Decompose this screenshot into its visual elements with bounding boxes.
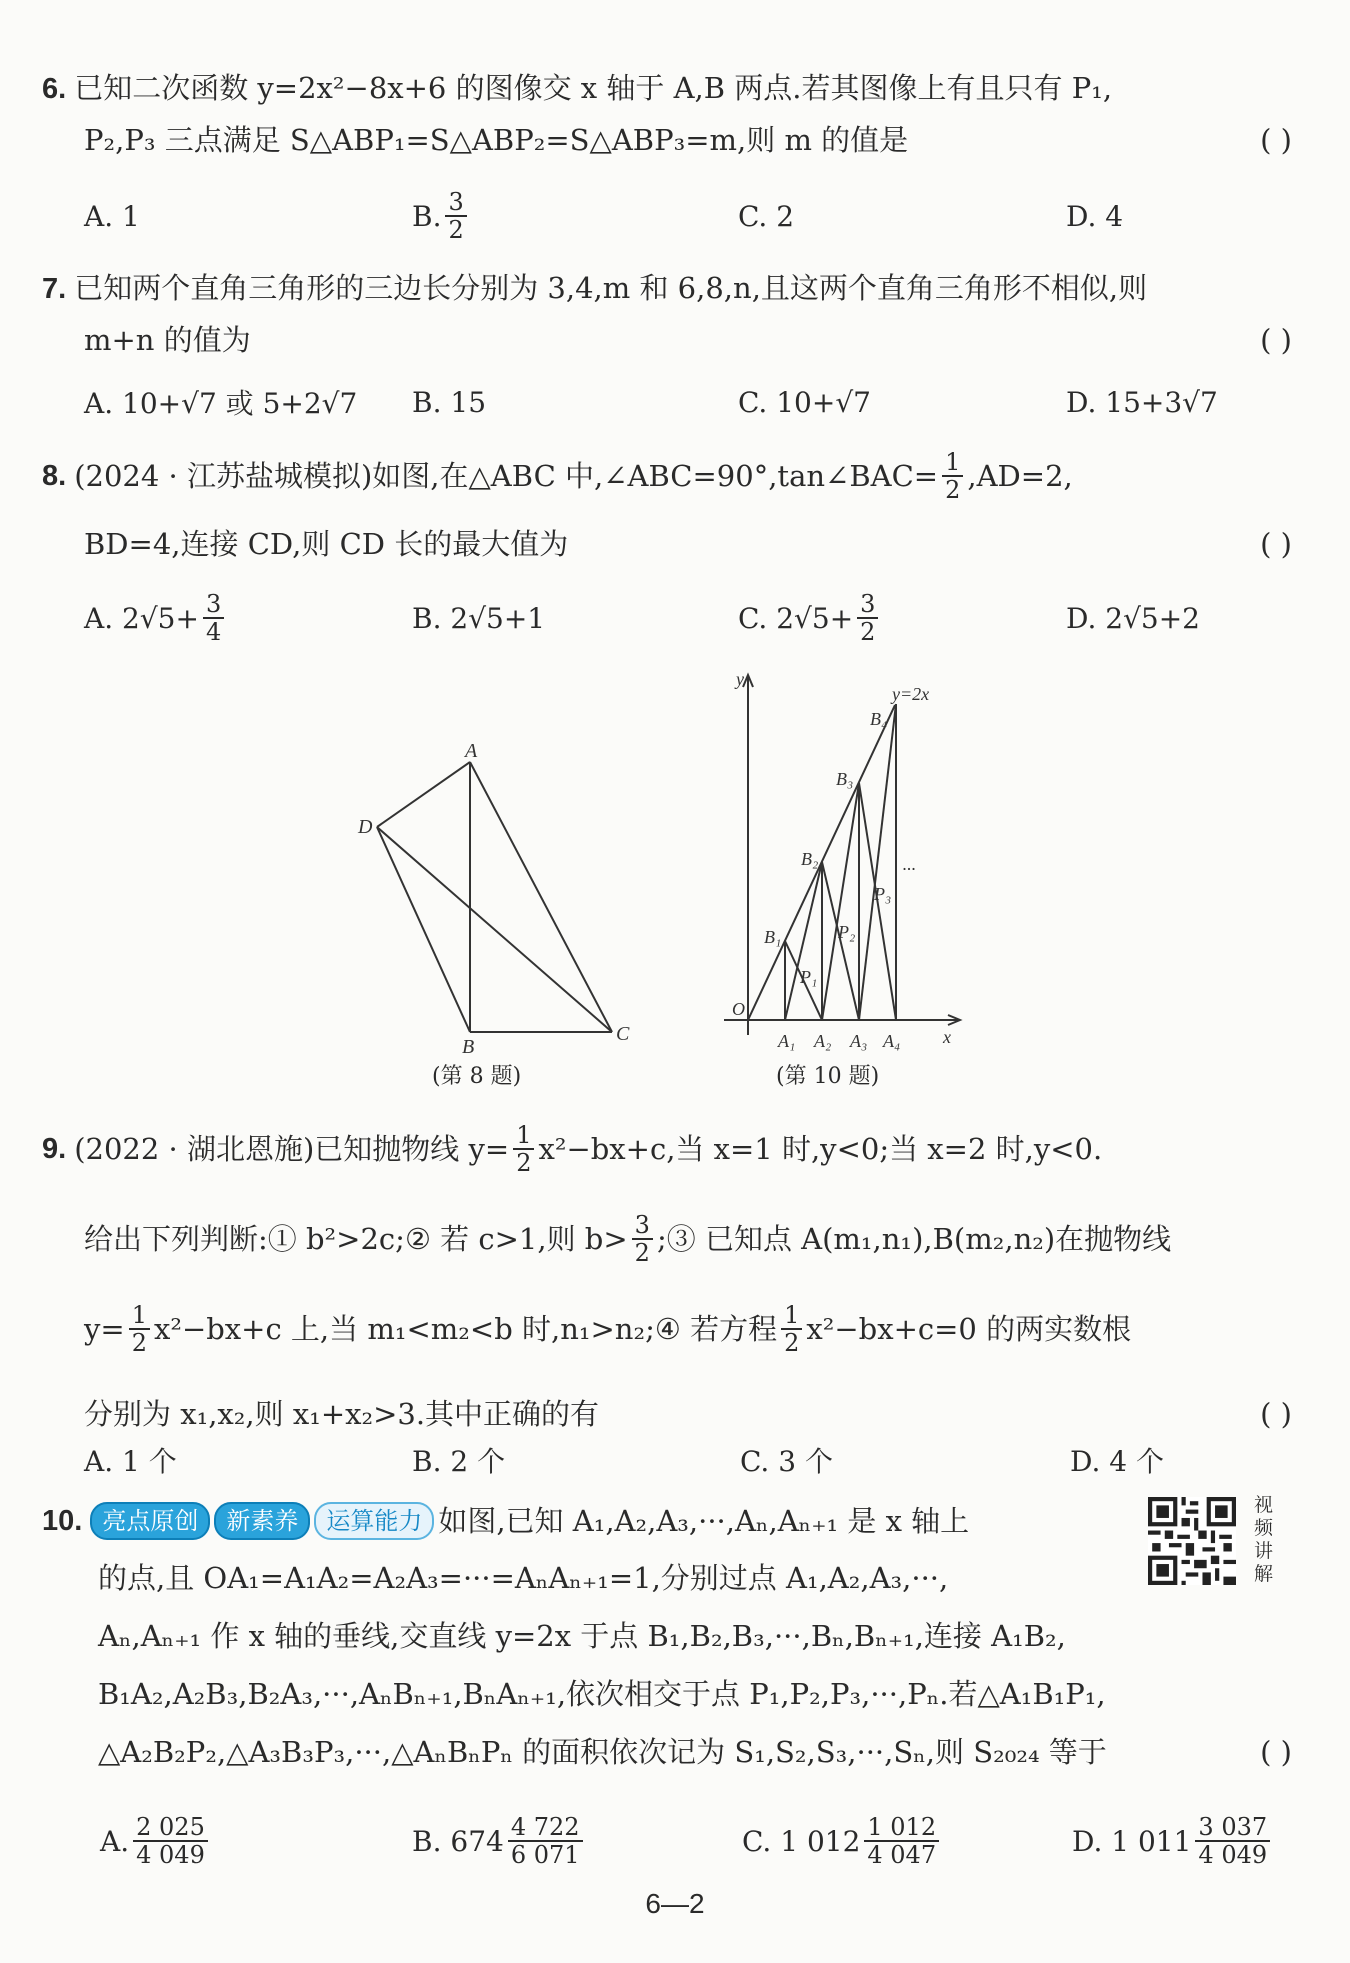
question-number: 8. [42, 460, 67, 492]
question-text: x²−bx+c,当 x=1 时,y<0;当 x=2 时,y<0. [538, 1132, 1103, 1166]
question-text: B₁A₂,A₂B₃,B₂A₃,···,AₙBₙ₊₁,BₙAₙ₊₁,依次相交于点 P₁,P₂,P₃,···,Pₙ.若△A₁B₁P₁, [98, 1677, 1106, 1711]
point-label-b4: B₄ [870, 709, 888, 729]
question-number: 10. [42, 1505, 83, 1537]
fraction: $\frac{3}{2}$ [445, 189, 466, 243]
question-9 [42, 1118, 1292, 1448]
fraction: $\frac{4 722}{6 071}$ [508, 1814, 583, 1868]
question-text: 如图,已知 A₁,A₂,A₃,···,Aₙ,Aₙ₊₁ 是 x 轴上 [438, 1504, 970, 1538]
option-b[interactable]: B. 15 [412, 385, 487, 419]
question-text: P₂,P₃ 三点满足 S△ABP₁=S△ABP₂=S△ABP₃=m,则 m 的值是 [84, 123, 909, 157]
option-d[interactable]: D. 2√5+2 [1066, 601, 1200, 635]
question-text: △A₂B₂P₂,△A₃B₃P₃,···,△AₙBₙPₙ 的面积依次记为 S₁,S₂,S₃,···,Sₙ,则 S₂₀₂₄ 等于 [98, 1735, 1107, 1769]
option-d[interactable]: D. 4 [1066, 199, 1124, 233]
qr-code-icon[interactable] [1148, 1497, 1236, 1585]
badge-literacy: 新素养 [214, 1502, 310, 1540]
answer-blank: ( ) [1260, 123, 1292, 157]
option-a[interactable]: A. 1 个 [84, 1445, 177, 1478]
vertex-label-a: A [465, 740, 478, 762]
point-label-p1: P₁ [800, 967, 818, 987]
option-d[interactable]: D. 4 个 [1070, 1445, 1164, 1478]
question-number: 7. [42, 273, 67, 305]
option-d[interactable]: D. 1 011 $\frac{3 037}{4 049}$ [1072, 1804, 1274, 1878]
y-axis-label: y [736, 669, 744, 689]
question-text: x²−bx+c 上,当 m₁<m₂<b 时,n₁>n₂;④ 若方程 [153, 1312, 778, 1346]
option-b[interactable]: B. 2 个 [412, 1445, 506, 1478]
question-text: (2024 · 江苏盐城模拟)如图,在△ABC 中,∠ABC=90°,tan∠BAC= [74, 459, 939, 493]
badge-original: 亮点原创 [90, 1502, 210, 1540]
figure-8-caption: (第 8 题) [432, 1064, 522, 1089]
question-10 [42, 1496, 1292, 1786]
qr-code-label: 视频讲解 [1254, 1494, 1274, 1585]
option-b[interactable] [412, 186, 471, 246]
vertex-label-c: C [616, 1023, 630, 1045]
options-7 [42, 372, 1292, 432]
question-text: 分别为 x₁,x₂,则 x₁+x₂>3.其中正确的有 [84, 1397, 600, 1431]
question-text: y= [84, 1312, 125, 1346]
option-d[interactable]: D. 15+3√7 [1066, 385, 1218, 419]
fraction: $\frac{1}{2}$ [513, 1122, 534, 1176]
point-label-a2: A₂ [814, 1031, 832, 1051]
fraction: $\frac{3}{2}$ [857, 591, 878, 645]
fraction: $\frac{3 037}{4 049}$ [1195, 1814, 1270, 1868]
question-text: 给出下列判断:① b²>2c;② 若 c>1,则 b> [84, 1222, 628, 1256]
option-a[interactable]: A. 1 [84, 199, 140, 233]
point-label-b3: B₃ [836, 769, 854, 789]
point-label-a1: A₁ [778, 1031, 796, 1051]
options-10 [42, 1804, 1292, 1878]
figures [0, 665, 1350, 1105]
options-8 [42, 588, 1292, 648]
question-text: 已知两个直角三角形的三边长分别为 3,4,m 和 6,8,n,且这两个直角三角形不相似,则 [74, 271, 1148, 305]
options-6 [42, 186, 1292, 246]
question-6 [42, 62, 1292, 172]
vertex-label-d: D [358, 816, 373, 838]
page-number: 6—2 [645, 1888, 705, 1919]
fraction: $\frac{1}{2}$ [942, 449, 963, 503]
fraction: $\frac{2 025}{4 049}$ [133, 1814, 208, 1868]
answer-blank: ( ) [1260, 1397, 1292, 1431]
option-c[interactable]: C. 10+√7 [738, 385, 871, 419]
point-label-p2: P₂ [838, 922, 856, 942]
question-text: Aₙ,Aₙ₊₁ 作 x 轴的垂线,交直线 y=2x 于点 B₁,B₂,B₃,···,Bₙ,Bₙ₊₁,连接 A₁B₂, [98, 1619, 1066, 1653]
ellipsis: ··· [902, 859, 916, 879]
option-label: B. [412, 199, 442, 233]
question-8 [42, 448, 1292, 568]
answer-blank: ( ) [1260, 323, 1292, 357]
question-7 [42, 262, 1292, 372]
figure-10-caption: (第 10 题) [776, 1064, 880, 1089]
question-text: BD=4,连接 CD,则 CD 长的最大值为 [84, 527, 569, 561]
fraction: $\frac{3}{2}$ [632, 1212, 653, 1266]
fraction: $\frac{1}{2}$ [781, 1302, 802, 1356]
vertex-label-b: B [462, 1036, 475, 1058]
line-label: y=2x [892, 684, 930, 704]
option-c[interactable]: C. 3 个 [740, 1445, 833, 1478]
question-number: 6. [42, 73, 67, 105]
answer-blank: ( ) [1260, 1735, 1292, 1769]
question-text: ;③ 已知点 A(m₁,n₁),B(m₂,n₂)在抛物线 [656, 1222, 1172, 1256]
question-text: (2022 · 湖北恩施)已知抛物线 y= [74, 1132, 510, 1166]
options-9 [42, 1430, 1292, 1490]
option-b[interactable]: B. 2√5+1 [412, 601, 546, 635]
x-axis-label: x [943, 1027, 951, 1047]
fraction: $\frac{1}{2}$ [129, 1302, 150, 1356]
point-label-b2: B₂ [801, 849, 819, 869]
point-label-a3: A₃ [850, 1031, 868, 1051]
point-label-b1: B₁ [764, 927, 782, 947]
question-text: 的点,且 OA₁=A₁A₂=A₂A₃=···=AₙAₙ₊₁=1,分别过点 A₁,A₂,A₃,···, [98, 1561, 949, 1595]
question-text: m+n 的值为 [84, 323, 251, 357]
point-label-a4: A₄ [883, 1031, 901, 1051]
question-text: ,AD=2, [967, 459, 1073, 493]
question-text: x²−bx+c=0 的两实数根 [806, 1312, 1132, 1346]
badge-skill: 运算能力 [314, 1502, 434, 1540]
option-c[interactable]: C. 2√5+ $\frac{3}{2}$ [738, 588, 882, 648]
point-label-p3: P₃ [874, 884, 892, 904]
fraction: $\frac{3}{4}$ [203, 591, 224, 645]
option-a[interactable]: A. $\frac{2 025}{4 049}$ [100, 1804, 212, 1878]
question-text: 已知二次函数 y=2x²−8x+6 的图像交 x 轴于 A,B 两点.若其图像上有且只有 P₁, [74, 71, 1113, 105]
fraction: $\frac{1 012}{4 047}$ [864, 1814, 939, 1868]
option-b[interactable]: B. 674 $\frac{4 722}{6 071}$ [412, 1804, 587, 1878]
figure-10 [0, 665, 1350, 1105]
option-c[interactable]: C. 2 [738, 199, 795, 233]
option-a[interactable]: A. 10+√7 或 5+2√7 [84, 387, 358, 420]
origin-label: O [732, 999, 745, 1019]
option-c[interactable]: C. 1 012 $\frac{1 012}{4 047}$ [742, 1804, 943, 1878]
option-a[interactable]: A. 2√5+ $\frac{3}{4}$ [84, 588, 228, 648]
question-number: 9. [42, 1133, 67, 1165]
answer-blank: ( ) [1260, 527, 1292, 561]
